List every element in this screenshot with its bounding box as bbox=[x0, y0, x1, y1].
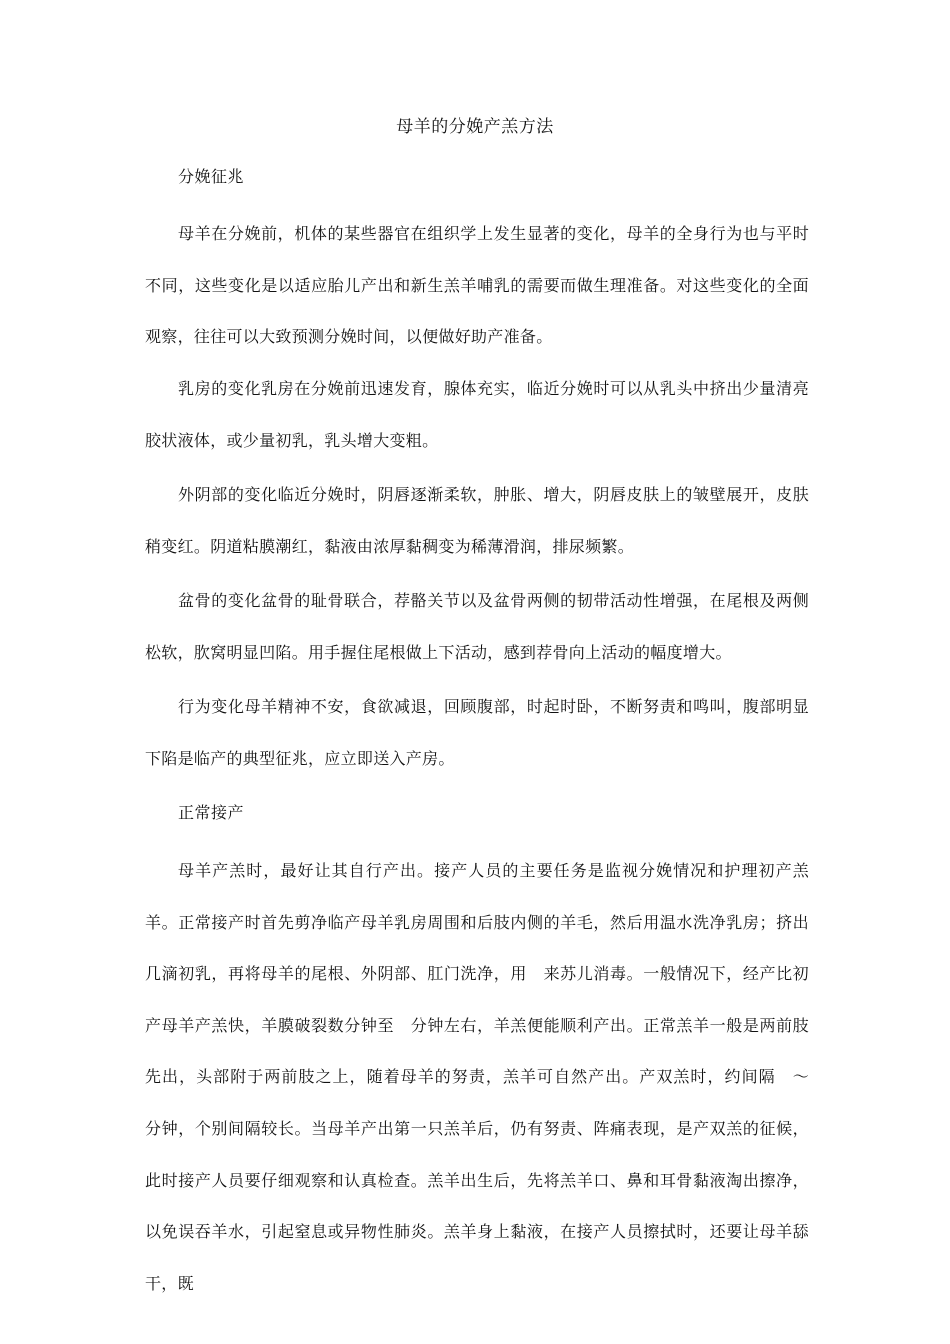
paragraph-udder-changes: 乳房的变化乳房在分娩前迅速发育，腺体充实，临近分娩时可以从乳头中挤出少量清亮胶状液体，或少量初乳，乳头增大变粗。 bbox=[145, 379, 809, 450]
paragraph-normal-delivery: 母羊产羔时，最好让其自行产出。接产人员的主要任务是监视分娩情况和护理初产羔羊。正常接产时首先剪净临产母羊乳房周围和后肢内侧的羊毛，然后用温水洗净乳房；挤出几滴初乳，再将母羊的尾根、外阴部、肛门洗净，用 来苏儿消毒。一般情况下，经产比初产母羊产羔快，羊膜破裂数分钟至 分钟左右，羊羔便能顺利产出。正常羔羊一般是两前肢先出，头部附于两前肢之上，随着母羊的努责，羔羊可自然产出。产双羔时，约间隔 ～ 分钟，个别间隔较长。当母羊产出第一只羔羊后，仍有努责、阵痛表现，是产双羔的征候，此时接产人员要仔细观察和认真检查。羔羊出生后，先将羔羊口、鼻和耳骨黏液淘出擦净，以免误吞羊水，引起窒息或异物性肺炎。羔羊身上黏液，在接产人员擦拭时，还要让母羊舔干，既 bbox=[145, 861, 826, 1293]
paragraph-behavior-changes: 行为变化母羊精神不安，食欲减退，回顾腹部，时起时卧，不断努责和鸣叫，腹部明显下陷是临产的典型征兆，应立即送入产房。 bbox=[145, 697, 809, 768]
paragraph-vulva-changes: 外阴部的变化临近分娩时，阴唇逐渐柔软，肿胀、增大，阴唇皮肤上的皱壁展开，皮肤稍变红。阴道粘膜潮红，黏液由浓厚黏稠变为稀薄滑润，排尿频繁。 bbox=[145, 485, 809, 556]
section-heading-normal-delivery: 正常接产 bbox=[178, 803, 245, 822]
paragraph-pelvis-changes: 盆骨的变化盆骨的耻骨联合，荐骼关节以及盆骨两侧的韧带活动性增强，在尾根及两侧松软，肷窝明显凹陷。用手握住尾根做上下活动，感到荐骨向上活动的幅度增大。 bbox=[145, 591, 809, 662]
paragraph-intro: 母羊在分娩前，机体的某些器官在组织学上发生显著的变化，母羊的全身行为也与平时不同，这些变化是以适应胎儿产出和新生羔羊哺乳的需要而做生理准备。对这些变化的全面观察，往往可以大致预测分娩时间，以便做好助产准备。 bbox=[145, 224, 809, 347]
section-heading-signs: 分娩征兆 bbox=[178, 167, 245, 186]
document-title: 母羊的分娩产羔方法 bbox=[396, 117, 554, 137]
